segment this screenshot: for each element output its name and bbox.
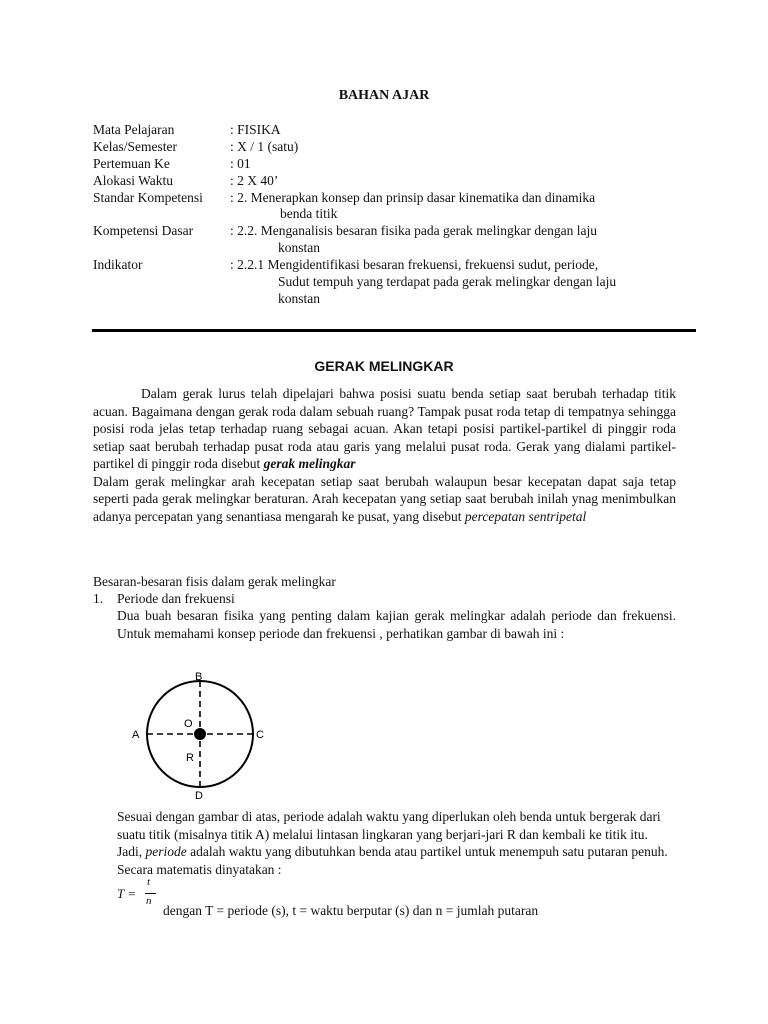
- info-value: : FISIKA: [230, 122, 281, 137]
- intro-paragraphs: [93, 385, 676, 525]
- info-value: : 2 X 40’: [230, 173, 279, 188]
- formula-period: [117, 876, 167, 916]
- label-a: A: [132, 729, 140, 741]
- paragraph-1-text: Dalam gerak lurus telah dipelajari bahwa posisi suatu benda setiap saat berubah terhadap titik acuan. Bagaimana dengan gerak roda dalam sebuah ruang? Tampak pusat roda tetap di tempatnya sehingga posisi roda jelas tetap terhadap ruang sebagai acuan. Akan tetapi posisi partikel-partikel di pinggir roda setiap saat berubah terhadap pusat roda atau garis yang melalui pusat roda. Gerak yang dialami partikel-partikel di pinggir roda disebut: [93, 386, 676, 471]
- info-continuation: konstan: [278, 240, 320, 255]
- list-item-title: Periode dan frekuensi: [117, 591, 235, 606]
- info-label: Kompetensi Dasar: [93, 223, 194, 238]
- info-continuation: konstan: [278, 291, 320, 306]
- term-gerak-melingkar: gerak melingkar: [263, 456, 356, 471]
- paragraph-3-text: Sesuai dengan gambar di atas, periode adalah waktu yang diperlukan oleh benda untuk bergerak dari suatu titik (misalnya titik A) melalui lintasan lingkaran yang berjari-jari R dan kembali ke titik itu. Jadi,: [117, 809, 661, 859]
- formula-numerator: t: [147, 876, 151, 888]
- info-label: Pertemuan Ke: [93, 156, 170, 171]
- info-label: Kelas/Semester: [93, 139, 177, 154]
- formula-lhs: T =: [117, 886, 137, 901]
- info-value: : 01: [230, 156, 251, 171]
- paragraph-3-text-end: adalah waktu yang dibutuhkan benda atau partikel untuk menempuh satu putaran penuh. Secara matematis dinyatakan :: [117, 844, 668, 877]
- circle-diagram: [120, 665, 280, 805]
- fraction-bar: [145, 893, 156, 894]
- info-value: : X / 1 (satu): [230, 139, 299, 154]
- info-label: Indikator: [93, 257, 143, 272]
- info-value: : 2.2.1 Mengidentifikasi besaran frekuensi, frekuensi sudut, periode,: [230, 257, 599, 272]
- info-continuation: Sudut tempuh yang terdapat pada gerak melingkar dengan laju: [278, 274, 617, 289]
- info-value: : 2.2. Menganalisis besaran fisika pada gerak melingkar dengan laju: [230, 223, 598, 238]
- label-d: D: [195, 790, 203, 802]
- info-value: : 2. Menerapkan konsep dan prinsip dasar kinematika dan dinamika: [230, 190, 596, 205]
- paragraph-2-text: Dalam gerak melingkar arah kecepatan setiap saat berubah walaupun besar kecepatan dapat saja tetap seperti pada gerak melingkar beraturan. Arah kecepatan yang setiap saat berubah inilah ynag menimbulkan adanya percepatan yang senantiasa mengarah ke pusat, yang disebut: [93, 473, 676, 524]
- formula-denominator: n: [146, 895, 152, 907]
- term-periode: periode: [145, 844, 187, 859]
- document-title: BAHAN AJAR: [338, 88, 430, 103]
- label-c: C: [256, 729, 264, 741]
- center-point: [194, 728, 206, 740]
- label-o: O: [184, 718, 193, 730]
- formula-description: dengan T = periode (s), t = waktu berputar (s) dan n = jumlah putaran: [163, 903, 539, 918]
- paragraph-3: [117, 808, 676, 878]
- info-label: Alokasi Waktu: [93, 173, 174, 188]
- info-label: Standar Kompetensi: [93, 190, 203, 205]
- section-title: GERAK MELINGKAR: [314, 358, 454, 374]
- info-continuation: benda titik: [280, 206, 338, 221]
- paragraph-2: [93, 473, 676, 526]
- list-item-text: Dua buah besaran fisika yang penting dalam kajian gerak melingkar adalah periode dan frekuensi. Untuk memahami konsep periode dan frekuensi , perhatikan gambar di bawah ini :: [117, 608, 676, 641]
- horizontal-rule: [92, 329, 696, 332]
- label-r: R: [186, 752, 194, 764]
- label-b: B: [195, 671, 203, 683]
- list-item-number: 1.: [93, 591, 104, 606]
- info-label: Mata Pelajaran: [93, 122, 175, 137]
- paragraph-1: [93, 385, 676, 473]
- term-percepatan-sentripetal: percepatan sentripetal: [464, 508, 587, 524]
- list-intro: Besaran-besaran fisis dalam gerak melingkar: [93, 574, 336, 589]
